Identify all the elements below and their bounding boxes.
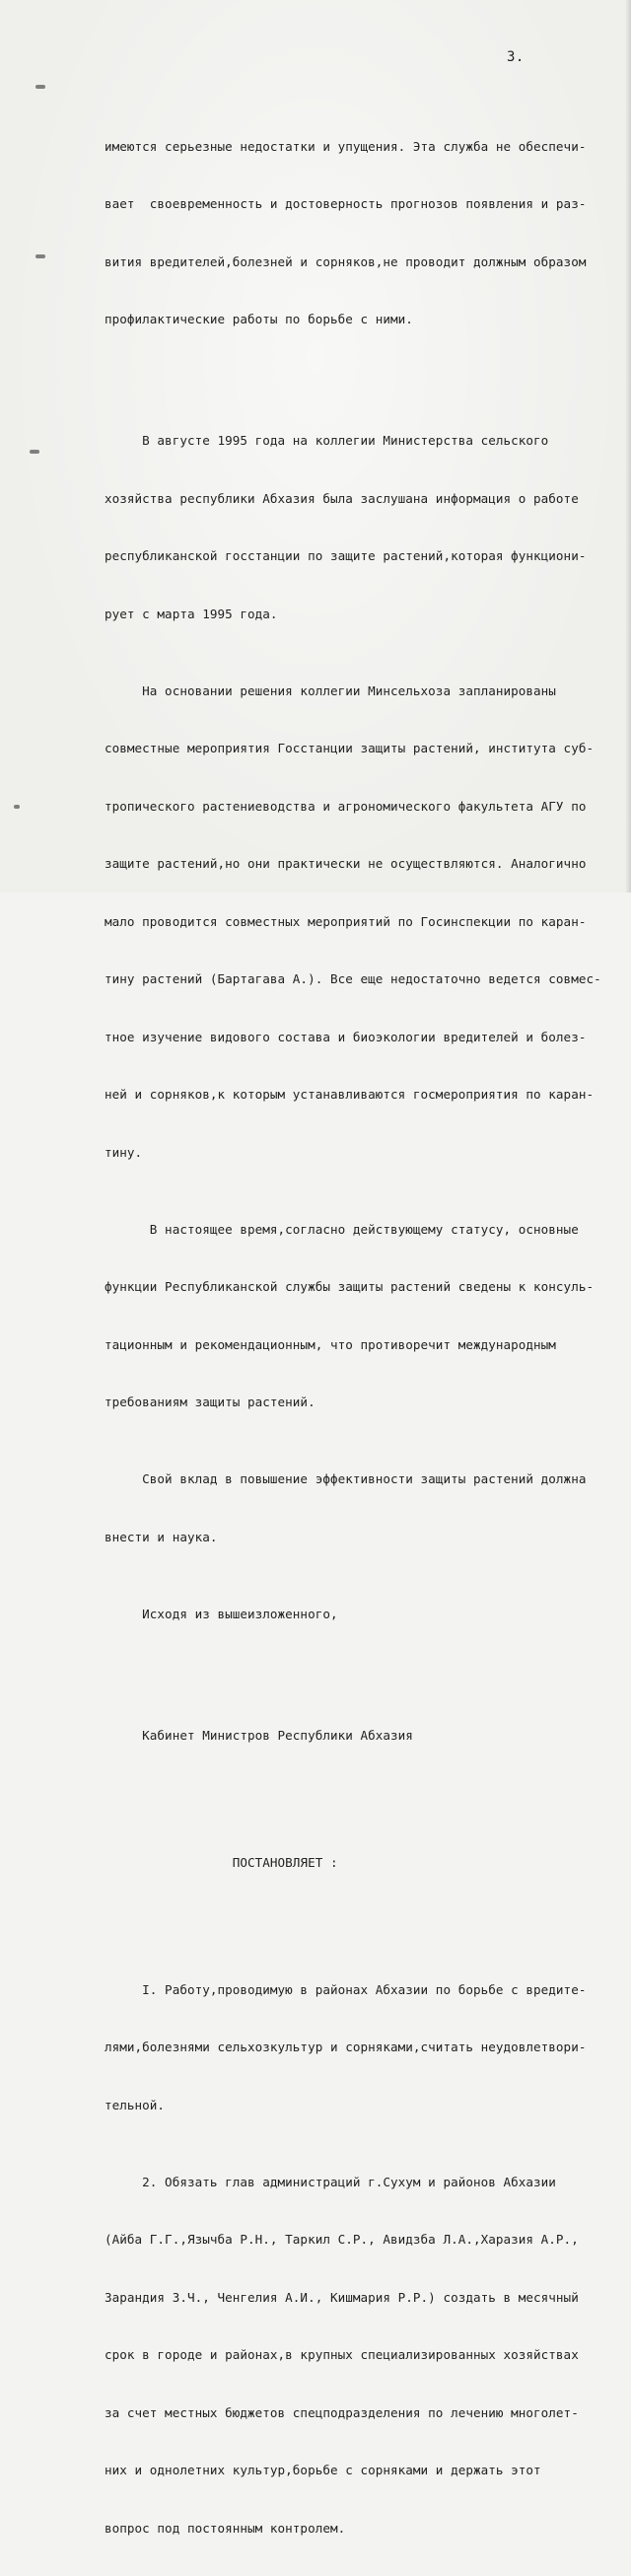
text-line: I. Работу,проводимую в районах Абхазии по борьбе с вредите- <box>105 1981 587 1997</box>
text-line: Исходя из вышеизложенного, <box>105 1606 338 1621</box>
text-line: функции Республиканской службы защиты растений сведены к консуль- <box>105 1279 595 1294</box>
text-line: защите растений,но они практически не осуществляются. Аналогично <box>105 856 587 871</box>
text-line: вития вредителей,болезней и сорняков,не проводит должным образом <box>105 253 587 269</box>
binder-hole-mark-lower <box>30 450 39 454</box>
text-line: срок в городе и районах,в крупных специализированных хозяйствах <box>105 2347 579 2362</box>
text-line: имеются серьезные недостатки и упущения. Эта служба не обеспечи- <box>105 138 587 154</box>
text-line: требованиям защиты растений. <box>105 1395 316 1409</box>
binder-hole-mark-middle <box>35 254 45 258</box>
text-line: тельной. <box>105 2097 166 2112</box>
text-line: них и однолетних культур,борьбе с сорняками и держать этот <box>105 2463 541 2477</box>
text-line: мало проводится совместных мероприятий по Госинспекции по каран- <box>105 913 587 929</box>
page-number: 3. <box>507 49 525 65</box>
text-line: тационным и рекомендационным, что противоречит международным <box>105 1336 556 1352</box>
page-edge-shadow <box>625 0 631 893</box>
text-line: за счет местных бюджетов спецподразделения по лечению многолет- <box>105 2404 579 2420</box>
binder-hole-mark-bottom <box>14 805 20 809</box>
text-line: хозяйства республики Абхазия была заслушана информация о работе <box>105 490 579 506</box>
text-line: вает своевременность и достоверность прогнозов появления и раз- <box>105 196 587 211</box>
binder-hole-mark-top <box>35 85 45 89</box>
text-line: профилактические работы по борьбе с ними. <box>105 312 413 326</box>
text-line: Кабинет Министров Республики Абхазия <box>105 1727 413 1743</box>
text-line: Зарандия З.Ч., Ченгелия А.И., Кишмария Р.Р.) создать в месячный <box>105 2289 579 2305</box>
text-line: (Айба Г.Г.,Язычба Р.Н., Таркил С.Р., Авидзба Л.А.,Харазия А.Р., <box>105 2232 579 2247</box>
text-line: На основании решения коллегии Минсельхоза запланированы <box>105 682 556 698</box>
document-body <box>105 79 617 2576</box>
text-line: рует с марта 1995 года. <box>105 606 278 621</box>
text-line: Свой вклад в повышение эффективности защиты растений должна <box>105 1471 587 1486</box>
text-line: В настоящее время,согласно действующему статусу, основные <box>105 1221 579 1237</box>
text-line: лями,болезнями сельхозкультур и сорняками,считать неудовлетвори- <box>105 2039 587 2054</box>
text-line: тное изучение видового состава и биоэкологии вредителей и болез- <box>105 1029 587 1044</box>
text-line: тину растений (Бартагава А.). Все еще недостаточно ведется совмес- <box>105 971 601 986</box>
decree-heading: ПОСТАНОВЛЯЕТ : <box>105 1854 338 1870</box>
text-line: вопрос под постоянным контролем. <box>105 2520 346 2536</box>
text-line: совместные мероприятия Госстанции защиты растений, института суб- <box>105 741 595 755</box>
text-line: тропического растениеводства и агрономического факультета АГУ по <box>105 798 587 814</box>
text-line: тину. <box>105 1144 143 1160</box>
text-line: внести и наука. <box>105 1529 218 1544</box>
text-line: 2. Обязать глав администраций г.Сухум и районов Абхазии <box>105 2174 556 2189</box>
text-line: В августе 1995 года на коллегии Министерства сельского <box>105 433 549 448</box>
text-line: республиканской госстанции по защите растений,которая функциони- <box>105 548 587 563</box>
text-line: ней и сорняков,к которым устанавливаются госмероприятия по каран- <box>105 1087 595 1102</box>
